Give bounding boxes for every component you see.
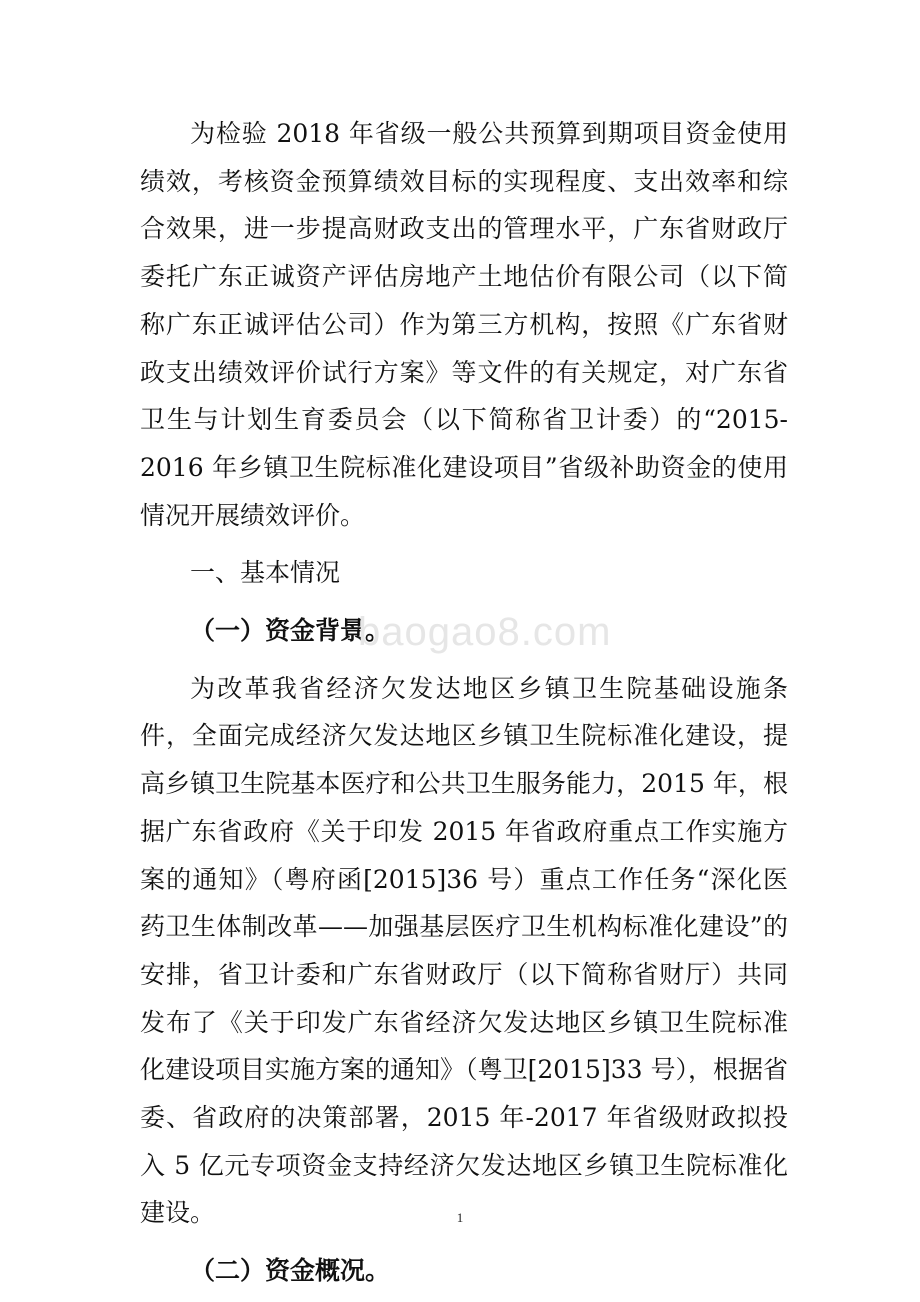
paragraph-gap [140, 597, 788, 607]
paragraph-gap [140, 1237, 788, 1247]
page-number: 1 [456, 1210, 464, 1225]
paragraph-gap [140, 539, 788, 549]
section-heading-basic-info: 一、基本情况 [190, 558, 341, 588]
watermark-text: baogao8.com [358, 610, 612, 654]
intro-paragraph: 为检验 2018 年省级一般公共预算到期项目资金使用绩效，考核资金预算绩效目标的实现程度、支出效率和综合效果，进一步提高财政支出的管理水平，广东省财政厅委托广东正诚资产评估房地产土地估价有限公司（以下简称广东正诚评估公司）作为第三方机构，按照《广东省财政支出绩效评价试行方案》等文件的有关规定，对广东省卫生与计划生育委员会（以下简称省卫计委）的“2015-2016 年乡镇卫生院标准化建设项目”省级补助资金的使用情况开展绩效评价。 [140, 119, 788, 530]
background-paragraph: 为改革我省经济欠发达地区乡镇卫生院基础设施条件，全面完成经济欠发达地区乡镇卫生院标准化建设，提高乡镇卫生院基本医疗和公共卫生服务能力，2015 年，根据广东省政府《关于印发 2015 年省政府重点工作实施方案的通知》（粤府函[2015]36 号）重点工作任务“深化医药卫生体制改革——加强基层医疗卫生机构标准化建设”的安排，省卫计委和广东省财政厅（以下简称省财厅）共同发布了《关于印发广东省经济欠发达地区乡镇卫生院标准化建设项目实施方案的通知》（粤卫[2015]33 号），根据省委、省政府的决策部署，2015 年-2017 年省级财政拟投入 5 亿元专项资金支持经济欠发达地区乡镇卫生院标准化建设。 [140, 673, 788, 1228]
paragraph-gap [140, 655, 788, 665]
document-body [140, 110, 788, 1295]
subheading-fund-background: （一）资金背景。 [190, 616, 391, 646]
subheading-fund-overview: （二）资金概况。 [190, 1256, 391, 1286]
